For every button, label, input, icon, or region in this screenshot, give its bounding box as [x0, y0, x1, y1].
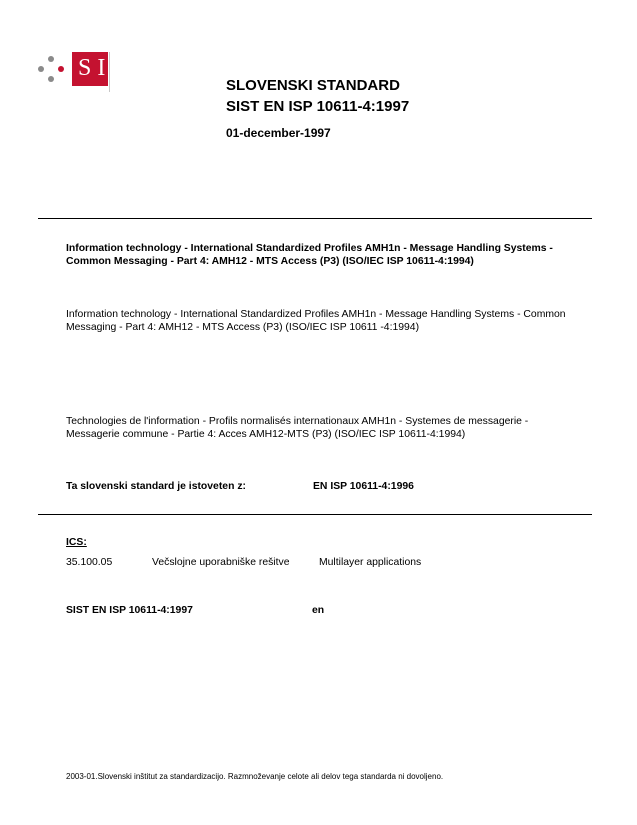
bottom-divider — [38, 514, 592, 515]
logo-dots-icon — [34, 52, 70, 86]
top-divider — [38, 218, 592, 219]
standard-id: SIST EN ISP 10611-4:1997 — [226, 98, 410, 115]
footer-standard: SIST EN ISP 10611-4:1997 — [66, 605, 193, 616]
standard-type: SLOVENSKI STANDARD — [226, 77, 400, 94]
ics-name-sl: Večslojne uporabniške rešitve — [152, 557, 290, 568]
logo-text-full: SIST — [78, 55, 152, 81]
title-english-bold: Information technology - International Standardized Profiles AMH1n - Message Handling Systems - Common Messaging - Part 4: AMH12 - MTS Access (P3) (ISO/IEC ISP 10611-4:1994) — [66, 243, 553, 267]
standard-date: 01-december-1997 — [226, 126, 331, 140]
identity-label: Ta slovenski standard je istoveten z: — [66, 481, 246, 492]
ics-label: ICS: — [66, 537, 87, 548]
sist-logo — [34, 52, 164, 92]
title-english: Information technology - International Standardized Profiles AMH1n - Message Handling Systems - Common Messaging - Part 4: AMH12 - MTS Access (P3) (ISO/IEC ISP 10611 -4:1994) — [66, 309, 566, 333]
header — [226, 76, 409, 141]
footer-standard-id — [66, 605, 325, 616]
ics-row — [66, 557, 546, 587]
logo-text — [78, 53, 151, 83]
ics-code: 35.100.05 — [66, 557, 113, 568]
footer-language: en — [312, 605, 325, 616]
title-french: Technologies de l'information - Profils normalisés internationaux AMH1n - Systemes de messagerie - Messagerie commune - Partie 4: Acces AMH12-MTS (P3) (ISO/IEC ISP 10611-4:1994) — [66, 416, 529, 440]
copyright-notice: 2003-01.Slovenski inštitut za standardizacijo. Razmnoževanje celote ali delov tega standarda ni dovoljeno. — [66, 772, 444, 781]
identity-line — [66, 481, 414, 492]
ics-name-en: Multilayer applications — [319, 557, 422, 568]
identity-value: EN ISP 10611-4:1996 — [313, 481, 414, 492]
